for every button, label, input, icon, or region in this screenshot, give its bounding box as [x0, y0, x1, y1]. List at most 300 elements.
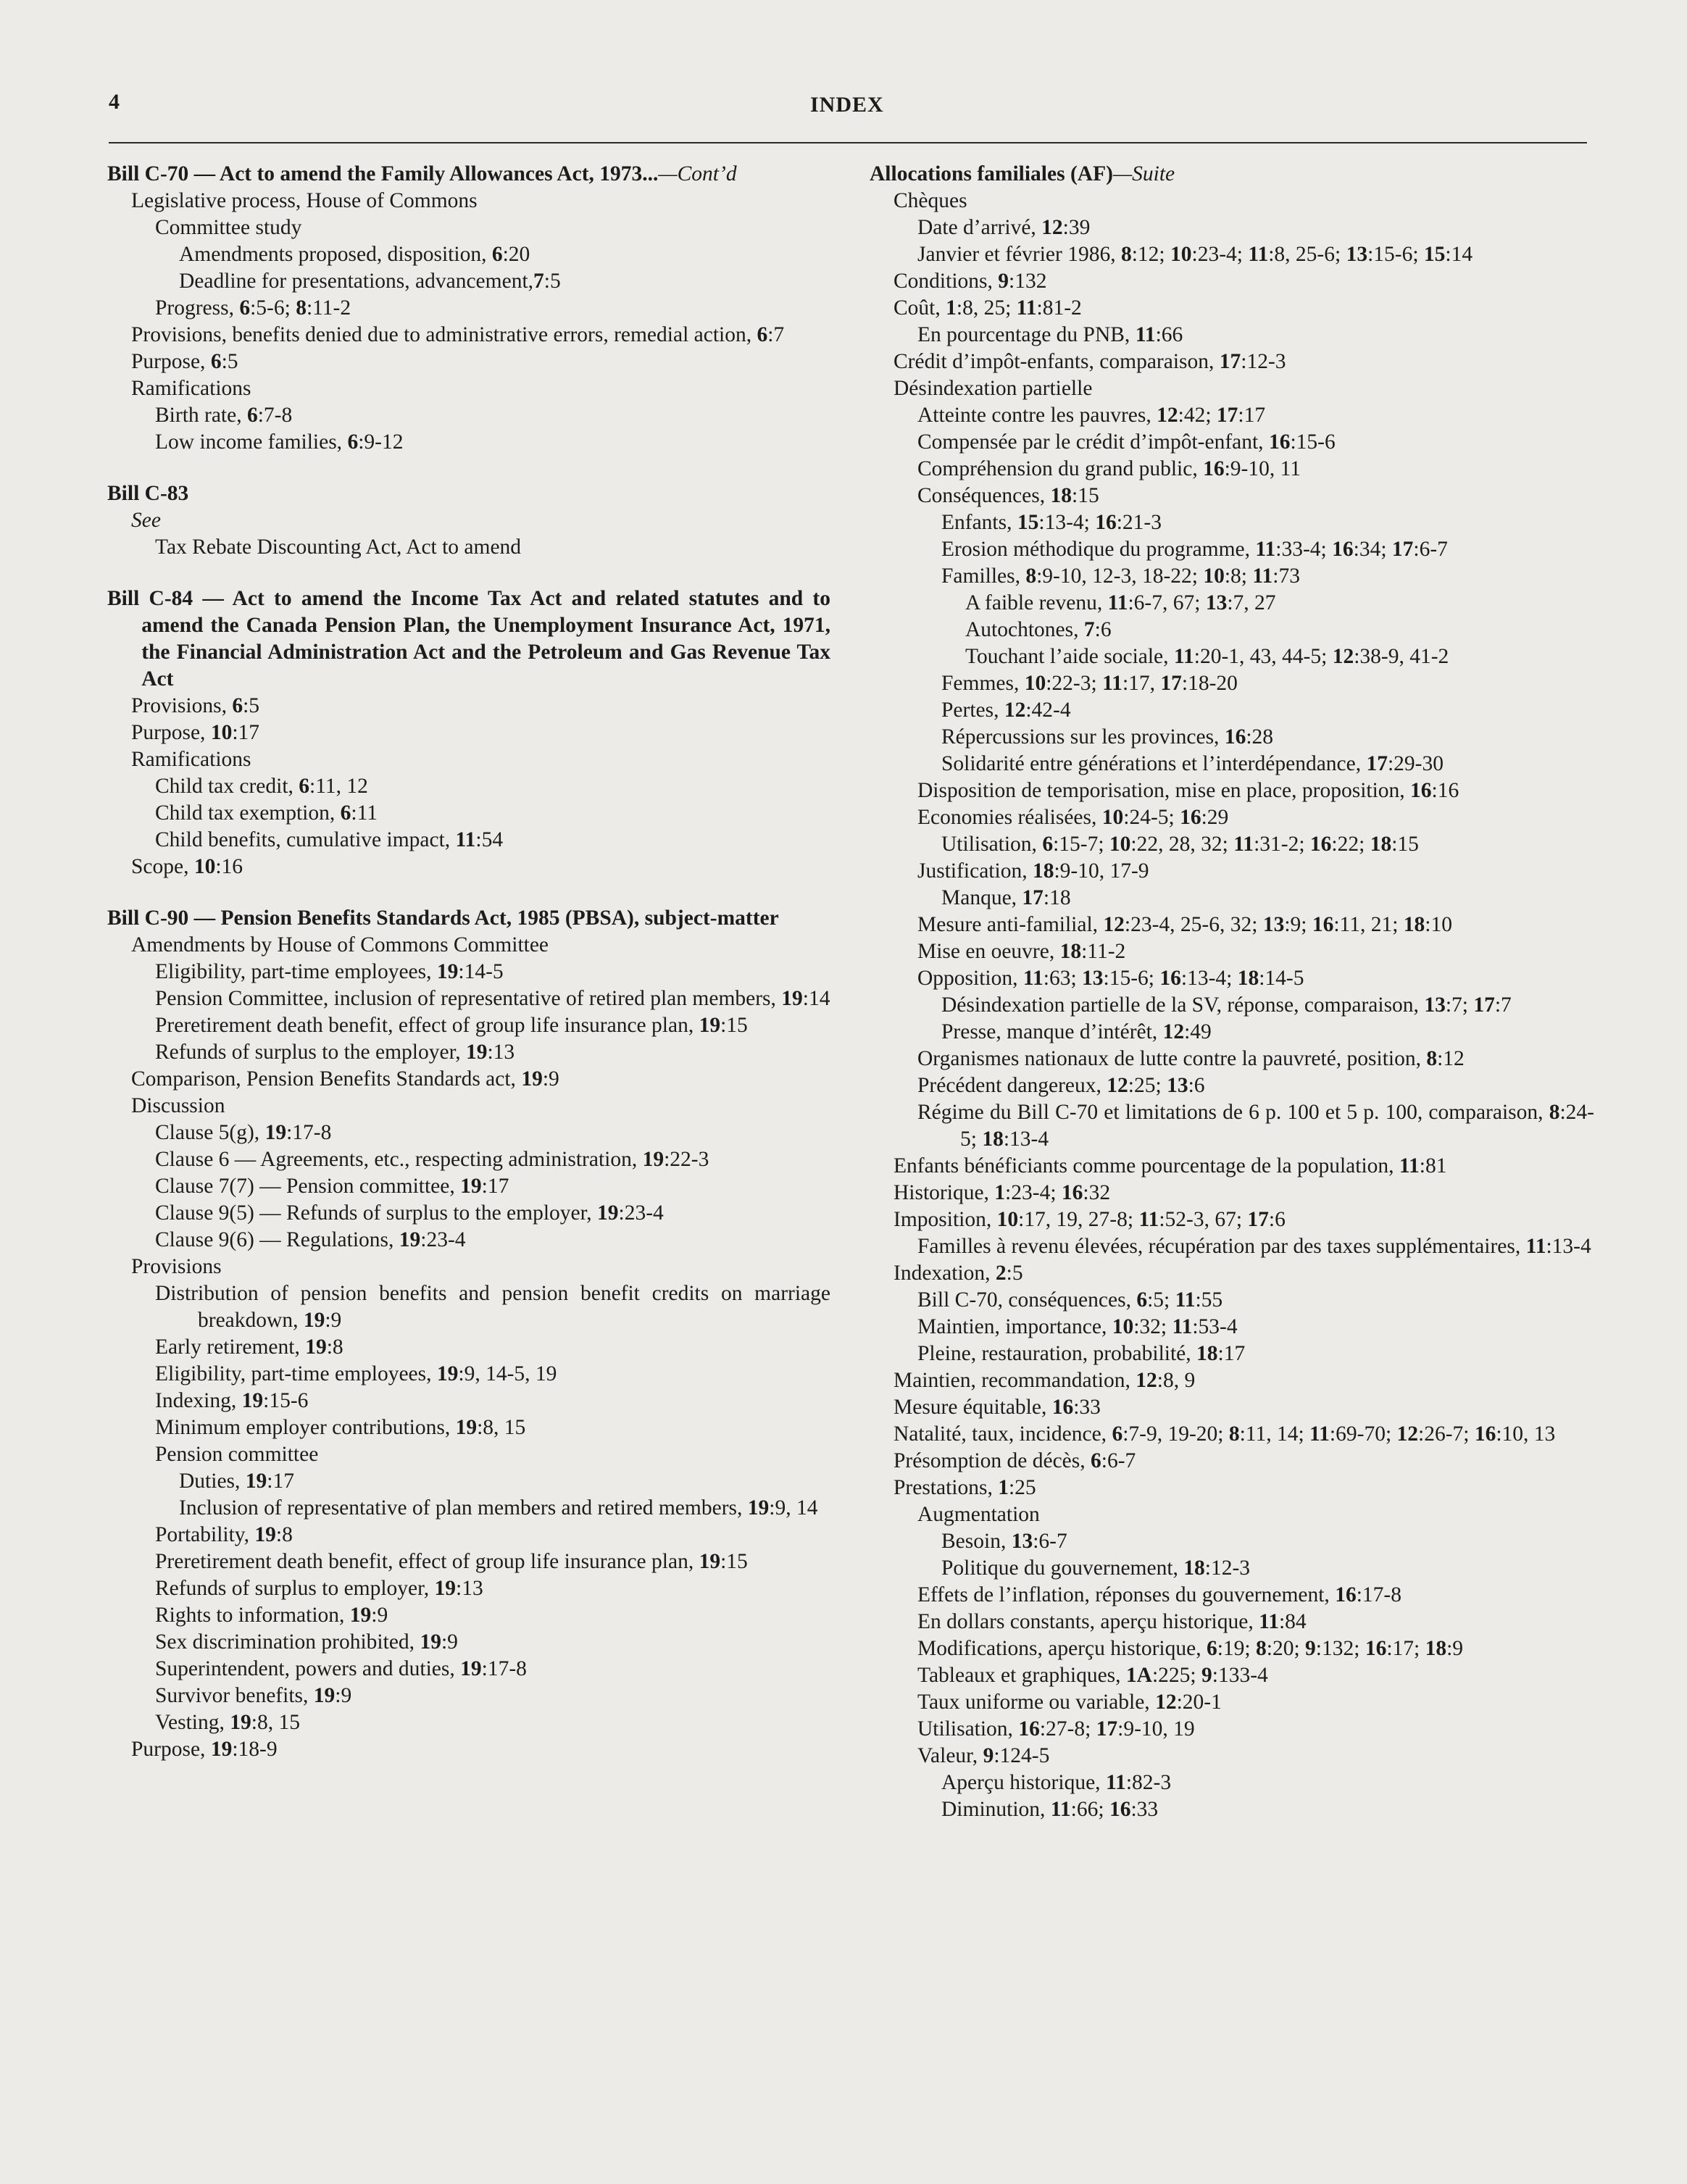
index-heading: [107, 905, 830, 932]
index-entry: [131, 932, 830, 959]
index-entry: [941, 1555, 1594, 1582]
volume-number: 11: [1309, 1422, 1330, 1446]
index-entry: [155, 1039, 830, 1066]
entry-text: :29-30: [1387, 752, 1444, 775]
index-entry: [941, 563, 1594, 590]
entry-text: Natalité, taux, incidence,: [894, 1422, 1112, 1446]
volume-number: 9: [998, 270, 1009, 293]
volume-number: 19: [460, 1175, 482, 1198]
entry-text: Augmentation: [917, 1503, 1040, 1526]
volume-number: 13: [1205, 591, 1228, 614]
index-entry: [941, 751, 1594, 778]
volume-number: 16: [1335, 1583, 1357, 1606]
volume-number: 6: [1206, 1637, 1217, 1660]
entry-text: :42;: [1178, 404, 1217, 427]
entry-text: Indexing,: [155, 1389, 242, 1412]
entry-text: :9-10, 19: [1117, 1717, 1195, 1741]
entry-text: :29: [1201, 806, 1229, 829]
entry-text: Atteinte contre les pauvres,: [917, 404, 1157, 427]
entry-text: :6: [1094, 618, 1112, 641]
index-entry: [917, 1341, 1594, 1367]
volume-number: 13: [1167, 1074, 1188, 1097]
volume-number: 1: [994, 1181, 1006, 1204]
entry-text: :81-2: [1036, 296, 1082, 320]
index-entry: [917, 912, 1594, 938]
entry-text: :63;: [1043, 967, 1083, 990]
index-heading: [870, 161, 1594, 188]
entry-text: :15-6: [263, 1389, 309, 1412]
entry-text: :15: [720, 1014, 748, 1037]
entry-text: :12: [1437, 1047, 1465, 1070]
entry-text: Pleine, restauration, probabilité,: [917, 1342, 1197, 1365]
entry-text: :28: [1246, 725, 1274, 749]
entry-text: :8: [275, 1523, 293, 1546]
entry-text: :69-70;: [1329, 1422, 1397, 1446]
volume-number: 19: [521, 1067, 543, 1091]
entry-text: Disposition de temporisation, mise en place, proposition,: [917, 779, 1411, 802]
index-entry: [941, 885, 1594, 912]
index-column-right: [870, 161, 1594, 1823]
index-entry: [894, 1367, 1594, 1394]
volume-number: 11: [1022, 967, 1044, 990]
index-entry: [131, 507, 830, 534]
entry-text: :132;: [1315, 1637, 1365, 1660]
volume-number: 18: [1425, 1637, 1447, 1660]
entry-text: Survivor benefits,: [155, 1684, 314, 1707]
entry-text: :33: [1130, 1798, 1159, 1821]
entry-text: Clause 7(7) — Pension committee,: [155, 1175, 461, 1198]
entry-text: :22, 28, 32;: [1130, 833, 1234, 856]
entry-text: Modifications, aperçu historique,: [917, 1637, 1207, 1660]
index-entry: [894, 1206, 1594, 1233]
volume-number: 11: [1138, 1208, 1159, 1231]
index-entry: [155, 1200, 830, 1227]
entry-text: :6-7: [1101, 1449, 1136, 1472]
entry-text: :8, 15: [251, 1711, 300, 1734]
volume-number: 1A: [1125, 1664, 1152, 1687]
index-entry: [917, 1716, 1594, 1743]
entry-text: Scope,: [131, 855, 194, 878]
volume-number: 16: [1018, 1717, 1040, 1741]
entry-text: Enfants bénéficiants comme pourcentage de la population,: [894, 1154, 1399, 1178]
index-entry: [131, 1066, 830, 1093]
entry-text: Pension Committee, inclusion of representative of retired plan members,: [155, 987, 782, 1010]
entry-text: :17: [481, 1175, 509, 1198]
entry-text: :15: [1072, 484, 1099, 507]
index-entry: [917, 1582, 1594, 1609]
entry-text: :22-3;: [1046, 672, 1103, 695]
entry-text: :10: [1425, 913, 1452, 936]
index-entry: [179, 1468, 830, 1495]
entry-text: Utilisation,: [917, 1717, 1019, 1741]
index-entry: [917, 429, 1594, 456]
entry-text: :9-10, 12-3, 18-22;: [1036, 564, 1204, 588]
volume-number: 19: [781, 987, 803, 1010]
volume-number: 16: [1309, 833, 1332, 856]
entry-text: Mesure équitable,: [894, 1396, 1052, 1419]
volume-number: 17: [1096, 1717, 1118, 1741]
entry-text: Janvier et février 1986,: [917, 243, 1121, 266]
volume-number: 11: [1016, 296, 1037, 320]
entry-text: Portability,: [155, 1523, 255, 1546]
entry-text: Comparison, Pension Benefits Standards act,: [131, 1067, 522, 1091]
entry-text: :15: [1391, 833, 1419, 856]
entry-text: :7-9, 19-20;: [1122, 1422, 1229, 1446]
volume-number: 16: [1180, 806, 1201, 829]
volume-number: 19: [241, 1389, 264, 1412]
entry-text: :5-6;: [250, 296, 296, 320]
volume-number: 6: [757, 323, 768, 346]
entry-text: Economies réalisées,: [917, 806, 1102, 829]
index-entry: [155, 1120, 830, 1146]
entry-text: Provisions,: [131, 694, 233, 717]
entry-text: :25;: [1128, 1074, 1167, 1097]
entry-text: :23-4;: [1005, 1181, 1062, 1204]
entry-text: Pension committee: [155, 1443, 319, 1466]
entry-text: A faible revenu,: [965, 591, 1108, 614]
entry-text: Rights to information,: [155, 1604, 350, 1627]
entry-text: :26-7;: [1418, 1422, 1475, 1446]
volume-number: 10: [1112, 1315, 1134, 1338]
volume-number: 12: [1041, 216, 1063, 239]
entry-text: :16: [1431, 779, 1459, 802]
volume-number: 11: [1399, 1154, 1420, 1178]
entry-text: :55: [1195, 1288, 1223, 1312]
volume-number: 18: [1196, 1342, 1218, 1365]
index-entry: [155, 1575, 830, 1602]
index-entry: [941, 1019, 1594, 1046]
volume-number: 10: [1101, 806, 1124, 829]
entry-text: Refunds of surplus to employer,: [155, 1577, 435, 1600]
entry-text: Effets de l’inflation, réponses du gouvernement,: [917, 1583, 1336, 1606]
italic-text: —Suite: [1112, 162, 1175, 186]
index-entry: [917, 1072, 1594, 1099]
entry-text: :39: [1062, 216, 1091, 239]
entry-text: :9-10, 11: [1224, 457, 1301, 480]
entry-text: Précédent dangereux,: [917, 1074, 1107, 1097]
index-entry: [917, 1287, 1594, 1314]
index-entry: [894, 1394, 1594, 1421]
entry-text: Bill C-70, conséquences,: [917, 1288, 1137, 1312]
entry-text: :9;: [1284, 913, 1312, 936]
entry-text: :7: [1494, 993, 1512, 1017]
entry-text: :11: [351, 801, 378, 825]
entry-text: :24-5;: [960, 1101, 1594, 1151]
index-entry: [894, 1421, 1594, 1448]
entry-text: :13: [487, 1041, 515, 1064]
volume-number: 15: [1017, 511, 1039, 534]
index-entry: [965, 590, 1594, 617]
index-entry: [917, 778, 1594, 804]
index-entry: [917, 456, 1594, 483]
index-entry: [917, 938, 1594, 965]
entry-text: :5: [221, 350, 238, 373]
entry-text: :5: [1006, 1262, 1023, 1285]
index-entry: [941, 1796, 1594, 1823]
entry-text: :38-9, 41-2: [1354, 645, 1449, 668]
entry-text: Erosion méthodique du programme,: [941, 538, 1256, 561]
entry-text: :11, 14;: [1239, 1422, 1310, 1446]
entry-text: :32: [1083, 1181, 1111, 1204]
volume-number: 7: [533, 270, 544, 293]
entry-text: :14: [1445, 243, 1473, 266]
entry-text: :42-4: [1025, 699, 1071, 722]
index-entry: [155, 1146, 830, 1173]
entry-text: :17,: [1122, 672, 1161, 695]
entry-text: :23-4: [618, 1201, 664, 1225]
volume-number: 6: [1091, 1449, 1101, 1472]
index-entry: [131, 746, 830, 773]
volume-number: 6: [491, 243, 503, 266]
entry-text: Présomption de décès,: [894, 1449, 1091, 1472]
entry-text: :17-8: [1356, 1583, 1401, 1606]
volume-number: 2: [995, 1262, 1007, 1285]
entry-text: Maintien, importance,: [917, 1315, 1112, 1338]
index-entry: [179, 1495, 830, 1522]
entry-text: :8, 25;: [956, 296, 1017, 320]
entry-text: :15-6;: [1103, 967, 1160, 990]
index-entry: [941, 1770, 1594, 1796]
entry-text: :20-1, 43, 44-5;: [1194, 645, 1333, 668]
volume-number: 17: [1160, 672, 1182, 695]
volume-number: 13: [1011, 1530, 1033, 1553]
volume-number: 18: [1059, 940, 1082, 963]
index-entry: [917, 241, 1594, 268]
entry-text: Désindexation partielle: [894, 377, 1093, 400]
entry-text: Bill C-84 — Act to amend the Income Tax Act and related statutes and to amend the Canada Pension Plan, the Unemployment Insurance Act, 1971, the Financial Administration Act and the Petroleum and Gas Revenue Tax Act: [107, 587, 830, 691]
index-entry: [894, 1260, 1594, 1287]
volume-number: 11: [1175, 1288, 1196, 1312]
entry-text: :5: [543, 270, 561, 293]
entry-text: Provisions: [131, 1255, 222, 1278]
index-column-left: [107, 161, 830, 1763]
volume-number: 19: [230, 1711, 251, 1734]
entry-text: Conséquences,: [917, 484, 1051, 507]
entry-text: :32;: [1133, 1315, 1172, 1338]
entry-text: :20;: [1266, 1637, 1306, 1660]
entry-text: :22-3: [664, 1148, 709, 1171]
entry-text: Imposition,: [894, 1208, 997, 1231]
volume-number: 19: [699, 1014, 721, 1037]
index-entry: [131, 720, 830, 746]
volume-number: 6: [299, 775, 310, 798]
volume-number: 19: [436, 960, 459, 983]
index-entry: [917, 214, 1594, 241]
volume-number: 8: [1549, 1101, 1560, 1124]
volume-number: 10: [1024, 672, 1046, 695]
entry-text: Bill C-83: [107, 482, 189, 505]
index-entry: [155, 1683, 830, 1709]
entry-text: :84: [1278, 1610, 1307, 1633]
index-entry: [131, 1093, 830, 1120]
index-entry: [179, 268, 830, 295]
index-entry: [131, 322, 830, 349]
entry-text: :53-4: [1192, 1315, 1238, 1338]
index-entry: [917, 1662, 1594, 1689]
entry-text: Duties,: [179, 1470, 246, 1493]
index-entry: [155, 214, 830, 241]
volume-number: 19: [597, 1201, 619, 1225]
entry-text: :14-5: [1259, 967, 1304, 990]
entry-text: En dollars constants, aperçu historique,: [917, 1610, 1259, 1633]
index-entry: [155, 1549, 830, 1575]
volume-number: 19: [434, 1577, 457, 1600]
index-entry: [179, 241, 830, 268]
index-entry: [894, 1448, 1594, 1475]
entry-text: :17, 19, 27-8;: [1018, 1208, 1139, 1231]
volume-number: 19: [313, 1684, 336, 1707]
volume-number: 9: [983, 1744, 994, 1767]
volume-number: 10: [193, 855, 216, 878]
volume-number: 12: [1004, 699, 1026, 722]
entry-text: :20: [502, 243, 530, 266]
entry-text: :5;: [1147, 1288, 1175, 1312]
entry-text: :124-5: [994, 1744, 1050, 1767]
volume-number: 19: [642, 1148, 665, 1171]
entry-text: :13: [456, 1577, 483, 1600]
volume-number: 16: [1474, 1422, 1496, 1446]
entry-text: :6-7: [1033, 1530, 1067, 1553]
index-entry: [917, 1743, 1594, 1770]
index-entry: [131, 1736, 830, 1763]
entry-text: Ramifications: [131, 377, 251, 400]
entry-text: Crédit d’impôt-enfants, comparaison,: [894, 350, 1220, 373]
entry-text: Mesure anti-familial,: [917, 913, 1104, 936]
entry-text: Maintien, recommandation,: [894, 1369, 1136, 1392]
entry-text: Indexation,: [894, 1262, 996, 1285]
entry-text: :9: [335, 1684, 352, 1707]
entry-text: :7-8: [257, 404, 293, 427]
entry-text: :49: [1184, 1020, 1212, 1043]
volume-number: 12: [1157, 404, 1178, 427]
index-entry: [155, 959, 830, 985]
entry-text: Chèques: [894, 189, 967, 212]
header-rule: [109, 142, 1587, 143]
volume-number: 12: [1162, 1020, 1185, 1043]
entry-text: Sex discrimination prohibited,: [155, 1630, 420, 1654]
index-entry: [917, 1099, 1594, 1153]
entry-text: :132: [1009, 270, 1047, 293]
entry-text: :15: [720, 1550, 748, 1573]
entry-text: Deadline for presentations, advancement,: [179, 270, 534, 293]
entry-text: Clause 5(g),: [155, 1121, 265, 1144]
index-entry: [894, 1475, 1594, 1501]
entry-text: Autochtones,: [965, 618, 1084, 641]
index-entry: [131, 188, 830, 214]
volume-number: 17: [1391, 538, 1414, 561]
index-entry: [155, 800, 830, 827]
volume-number: 19: [455, 1416, 478, 1439]
index-entry: [941, 1528, 1594, 1555]
entry-text: :9-10, 17-9: [1054, 859, 1149, 883]
volume-number: 19: [699, 1550, 721, 1573]
index-entry: [894, 188, 1594, 214]
index-entry: [131, 349, 830, 375]
entry-text: Vesting,: [155, 1711, 230, 1734]
volume-number: 11: [1050, 1798, 1071, 1821]
index-entry: [155, 1334, 830, 1361]
entry-text: :9, 14: [769, 1496, 818, 1520]
index-entry: [155, 1522, 830, 1549]
entry-text: Allocations familiales (AF): [870, 162, 1113, 186]
entry-text: :24-5;: [1123, 806, 1180, 829]
index-entry: [941, 724, 1594, 751]
index-entry: [155, 1602, 830, 1629]
entry-text: Purpose,: [131, 1738, 211, 1761]
index-entry: [155, 1227, 830, 1254]
entry-text: :7;: [1445, 993, 1474, 1017]
entry-text: :15-6;: [1367, 243, 1424, 266]
index-entry: [917, 402, 1594, 429]
volume-number: 12: [1155, 1691, 1177, 1714]
entry-text: :6-7, 67;: [1128, 591, 1206, 614]
index-entry: [965, 643, 1594, 670]
volume-number: 6: [239, 296, 251, 320]
entry-text: Utilisation,: [941, 833, 1043, 856]
entry-text: :8, 9: [1157, 1369, 1196, 1392]
entry-text: Désindexation partielle de la SV, réponse, comparaison,: [941, 993, 1425, 1017]
entry-text: Opposition,: [917, 967, 1023, 990]
entry-text: Child benefits, cumulative impact,: [155, 828, 456, 851]
entry-text: Besoin,: [941, 1530, 1012, 1553]
volume-number: 6: [210, 350, 222, 373]
entry-text: :14-5: [458, 960, 504, 983]
entry-text: Pertes,: [941, 699, 1004, 722]
volume-number: 15: [1423, 243, 1446, 266]
entry-text: :9: [1446, 1637, 1464, 1660]
volume-number: 19: [460, 1657, 482, 1680]
volume-number: 9: [1201, 1664, 1212, 1687]
entry-text: Bill C-90 — Pension Benefits Standards Act, 1985 (PBSA), subject-matter: [107, 906, 779, 930]
entry-text: :12-3: [1204, 1556, 1251, 1580]
volume-number: 18: [1403, 913, 1425, 936]
entry-text: :18-9: [232, 1738, 278, 1761]
volume-number: 11: [1233, 833, 1254, 856]
entry-text: Politique du gouvernement,: [941, 1556, 1184, 1580]
entry-text: :9, 14-5, 19: [458, 1362, 557, 1385]
index-heading: [107, 161, 830, 188]
volume-number: 17: [1022, 886, 1044, 909]
index-entry: [917, 1314, 1594, 1341]
volume-number: 12: [1107, 1074, 1128, 1097]
volume-number: 19: [349, 1604, 372, 1627]
entry-text: :13-4;: [1180, 967, 1238, 990]
entry-text: Child tax credit,: [155, 775, 299, 798]
index-heading: [107, 585, 830, 693]
volume-number: 16: [1109, 1798, 1131, 1821]
entry-text: :18-20: [1181, 672, 1238, 695]
volume-number: 16: [1095, 511, 1117, 534]
volume-number: 19: [303, 1309, 325, 1332]
volume-number: 19: [436, 1362, 459, 1385]
volume-number: 19: [264, 1121, 287, 1144]
entry-text: :6: [1268, 1208, 1286, 1231]
index-entry: [941, 992, 1594, 1019]
volume-number: 17: [1366, 752, 1388, 775]
entry-text: :8, 25-6;: [1268, 243, 1346, 266]
index-entry: [894, 1180, 1594, 1206]
index-entry: [941, 509, 1594, 536]
entry-text: Amendments proposed, disposition,: [179, 243, 492, 266]
index-entry: [894, 349, 1594, 375]
volume-number: 11: [1525, 1235, 1546, 1258]
volume-number: 6: [1042, 833, 1054, 856]
volume-number: 13: [1424, 993, 1446, 1017]
index-entry: [155, 985, 830, 1012]
entry-text: :17-8: [286, 1121, 332, 1144]
index-entry: [917, 483, 1594, 509]
index-entry: [917, 804, 1594, 831]
